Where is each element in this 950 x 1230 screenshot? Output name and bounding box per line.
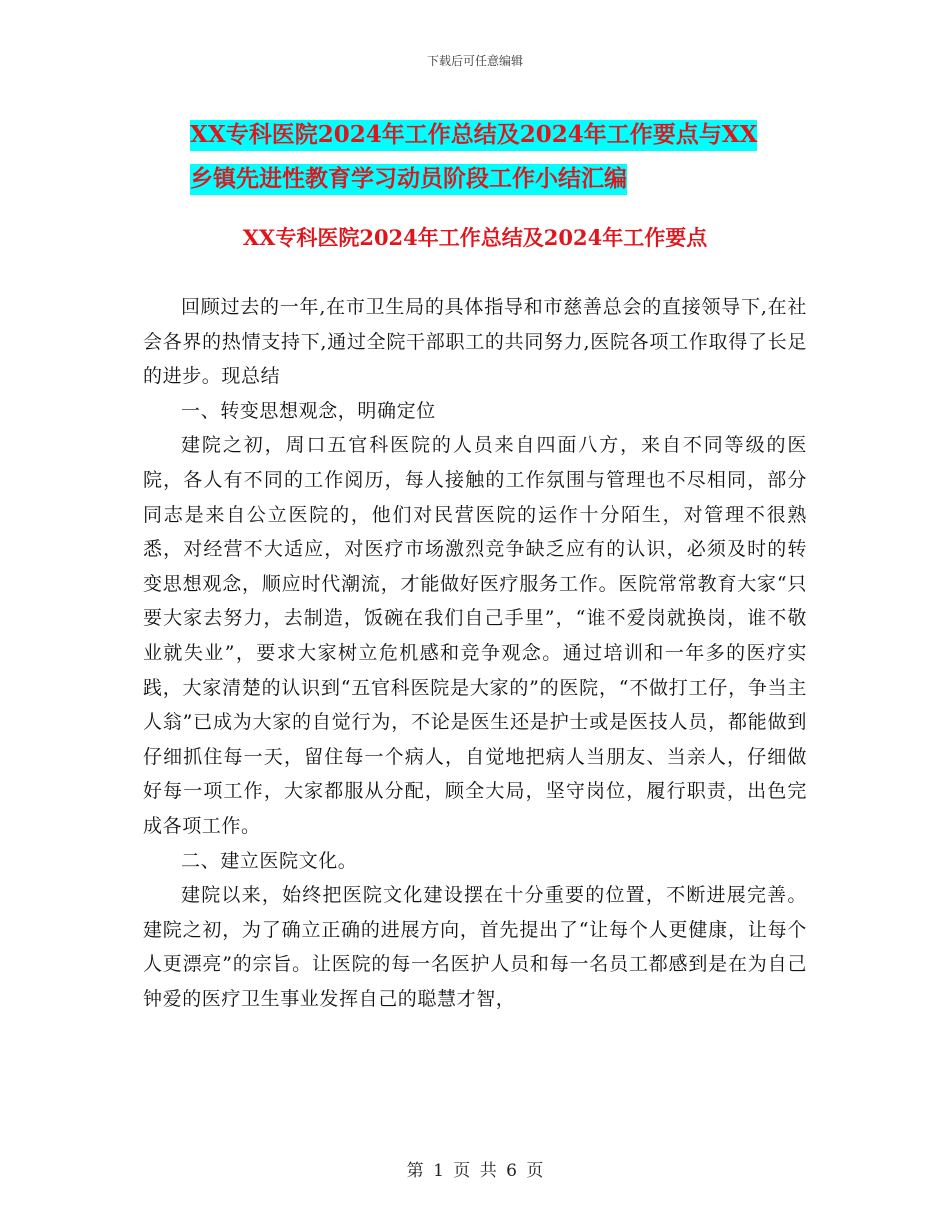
document-title (190, 113, 810, 201)
heading-section-1: 一、转变思想观念，明确定位 (181, 399, 436, 422)
heading-section-2: 二、建立医院文化。 (181, 849, 358, 872)
title-line-2: 乡镇先进性教育学习动员阶段工作小结汇编 (190, 164, 627, 195)
paragraph-intro: 回顾过去的一年,在市卫生局的具体指导和市慈善总会的直接领导下,在社会各界的热情支持下,通过全院干部职工的共同努力,医院各项工作取得了长足的进步。现总结 (143, 296, 807, 388)
paragraph-section-1: 建院之初，周口五官科医院的人员来自四面八方，来自不同等级的医院，各人有不同的工作阅历，每人接触的工作氛围与管理也不尽相同，部分同志是来自公立医院的，他们对民营医院的运作十分陌生，对管理不很熟悉，对经营不大适应，对医疗市场激烈竞争缺乏应有的认识，必须及时的转变思想观念，顺应时代潮流，才能做好医疗服务工作。医院常常教育大家“只要大家去努力，去制造，饭碗在我们自己手里”，“谁不爱岗就换岗，谁不敬业就失业”，要求大家树立危机感和竞争观念。通过培训和一年多的医疗实践，大家清楚的认识到“五官科医院是大家的”的医院，“不做打工仔，争当主人翁”已成为大家的自觉行为，不论是医生还是护士或是医技人员，都能做到仔细抓住每一天，留住每一个病人，自觉地把病人当朋友、当亲人，仔细做好每一项工作，大家都服从分配，顾全大局，坚守岗位，履行职责，出色完成各项工作。 (143, 434, 807, 837)
page-footer: 第 1 页 共 6 页 (406, 1161, 544, 1181)
section-title: XX专科医院2024年工作总结及2024年工作要点 (242, 225, 708, 250)
document-body (143, 290, 807, 1016)
paragraph-section-2: 建院以来，始终把医院文化建设摆在十分重要的位置，不断进展完善。建院之初，为了确立正确的进展方向，首先提出了“让每个人更健康，让每个人更漂亮”的宗旨。让医院的每一名医护人员和每一名员工都感到是在为自己钟爱的医疗卫生事业发挥自己的聪慧才智， (143, 884, 807, 1010)
page-header: 下载后可任意编辑 (426, 54, 523, 68)
title-line-1: XX专科医院2024年工作总结及2024年工作要点与XX (190, 120, 757, 151)
